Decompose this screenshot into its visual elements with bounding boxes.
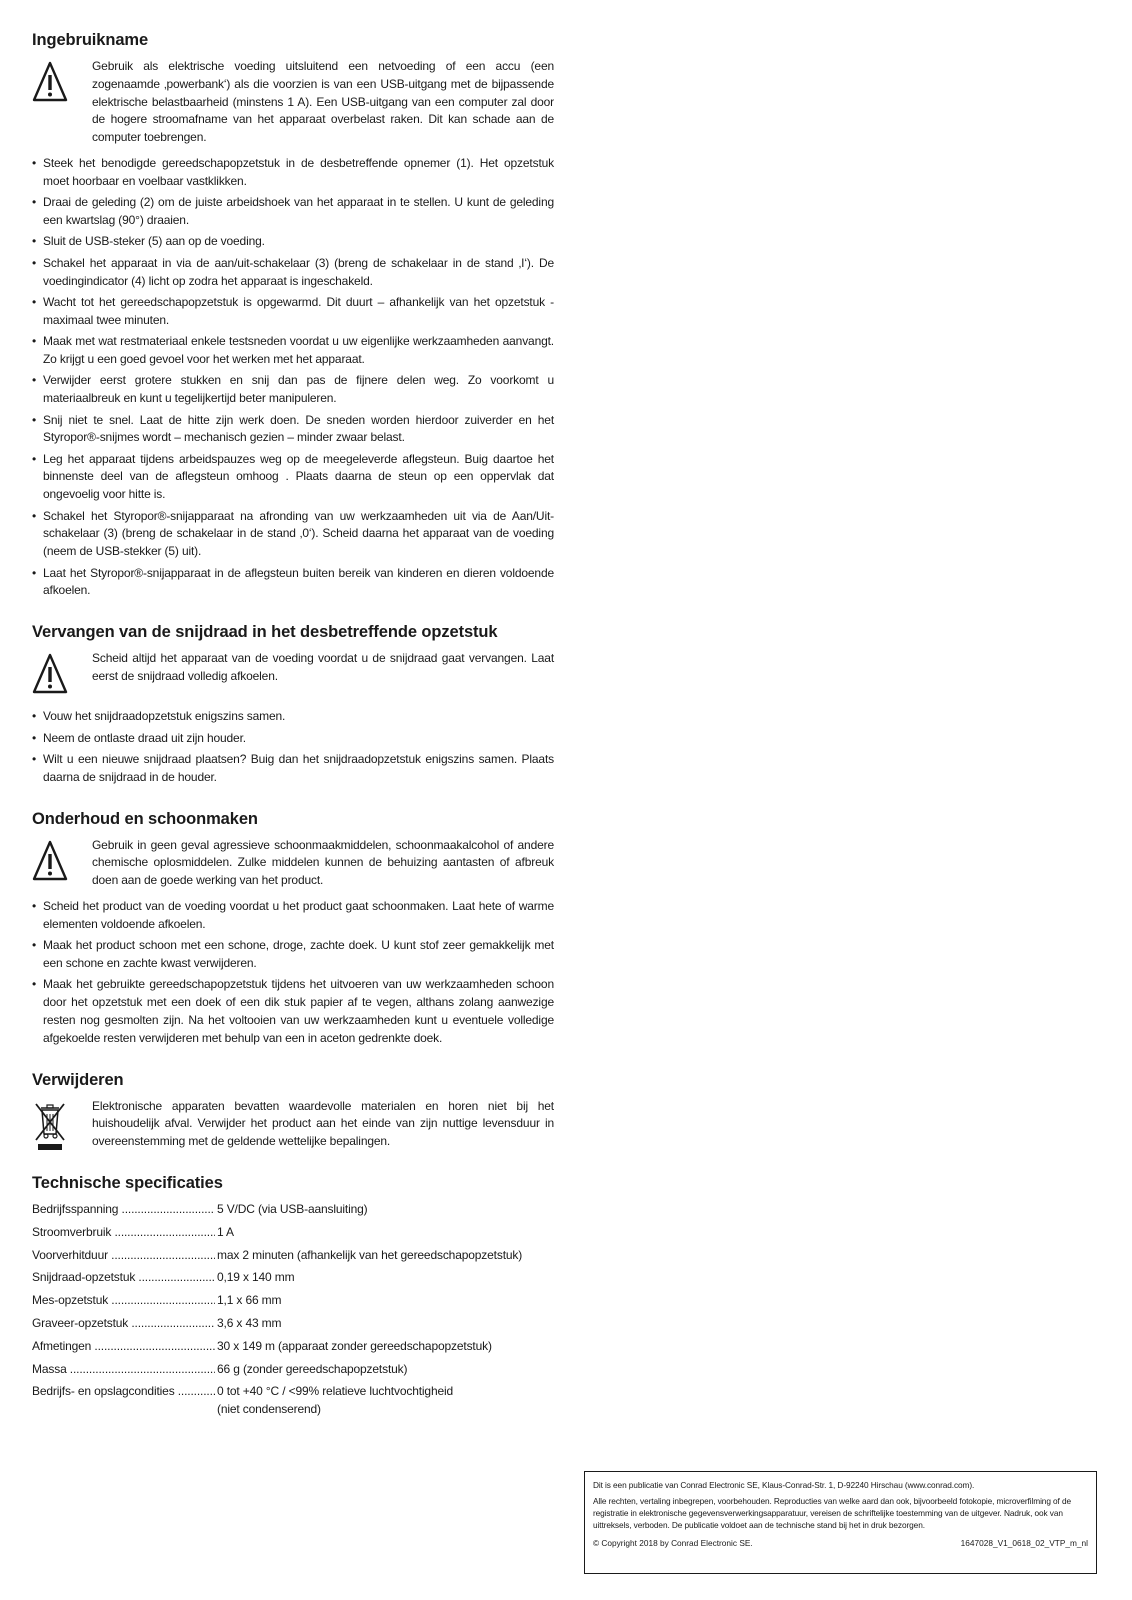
list-item: • Vouw het snijdraadopzetstuk enigszins samen. bbox=[32, 708, 554, 726]
list-item: • Leg het apparaat tijdens arbeidspauzes weg op de meegeleverde aflegsteun. Buig daartoe het binnenste deel van de aflegsteun omhoog . Plaats daarna de steun op een oppervlak dat ongevoelig voor hitte is. bbox=[32, 451, 554, 504]
spec-row bbox=[32, 1247, 554, 1265]
warning-text: Gebruik in geen geval agressieve schoonmaakmiddelen, schoonmaakalcohol of andere chemische oplosmiddelen. Zulke middelen kunnen de behuizing aantasten of afbreuk doen aan de goede werking van het product. bbox=[92, 837, 554, 888]
warning-notice bbox=[32, 58, 554, 147]
spec-label: Bedrijfs- en opslagcondities ..... bbox=[32, 1383, 215, 1419]
list-item: • Draai de geleding (2) om de juiste arbeidshoek van het apparaat in te stellen. U kunt de geleding een kwartslag (90°) draaien. bbox=[32, 194, 554, 230]
list-item: • Neem de ontlaste draad uit zijn houder. bbox=[32, 730, 554, 748]
imprint-bottom-row bbox=[593, 1537, 1088, 1549]
section-heading: Verwijderen bbox=[32, 1070, 124, 1089]
warning-notice bbox=[32, 837, 554, 890]
spec-value-line: 0,19 x 140 mm bbox=[217, 1270, 295, 1285]
spec-value-line: (niet condenserend) bbox=[217, 1402, 321, 1417]
list-item: • Schakel het apparaat in via de aan/uit-schakelaar (3) (breng de schakelaar in de stand ‚I‘). De voedingindicator (4) licht op zodra het apparaat is ingeschakeld. bbox=[32, 255, 554, 291]
spec-value bbox=[215, 1361, 554, 1379]
list-item: • Wacht tot het gereedschapopzetstuk is opgewarmd. Dit duurt – afhankelijk van het opzetstuk - maximaal twee minuten. bbox=[32, 294, 554, 330]
spec-table bbox=[32, 1201, 554, 1419]
spec-value bbox=[215, 1269, 554, 1287]
bullet-list bbox=[32, 708, 554, 786]
spec-label: Voorverhitduur ..... bbox=[32, 1247, 215, 1265]
warning-text: Gebruik als elektrische voeding uitsluitend een netvoeding of een accu (een zogenaamde ‚powerbank‘) als die voorzien is van een USB-uitgang met de bijpassende elektrische belastbaarheid (minstens 1 A). Een USB-uitgang van een computer zal door de hogere stroomafname van het apparaat overbelast raken. Dit kan schade aan de computer toebrengen. bbox=[92, 59, 554, 145]
list-item: • Scheid het product van de voeding voordat u het product gaat schoonmaken. Laat hete of warme elementen voldoende afkoelen. bbox=[32, 898, 554, 934]
spec-label: Stroomverbruik ..... bbox=[32, 1224, 215, 1242]
publisher-text: Dit is een publicatie van Conrad Electronic SE, Klaus-Conrad-Str. 1, D-92240 Hirschau (www.conrad.com). bbox=[593, 1480, 975, 1490]
disposal-notice bbox=[32, 1098, 554, 1151]
imprint-box bbox=[584, 1471, 1097, 1574]
spec-value-line: 1,1 x 66 mm bbox=[217, 1293, 282, 1308]
spec-value bbox=[215, 1201, 554, 1219]
section-heading: Ingebruikname bbox=[32, 31, 149, 49]
spec-value bbox=[215, 1315, 554, 1333]
warning-triangle-icon bbox=[32, 652, 66, 700]
document-id: 1647028_V1_0618_02_VTP_m_nl bbox=[960, 1538, 1088, 1548]
spec-row bbox=[32, 1269, 554, 1287]
list-item: • Maak het gebruikte gereedschapopzetstuk tijdens het uitvoeren van uw werkzaamheden schoon door het opzetstuk met een doek of een dik stuk papier af te vegen, althans zolang aanwezige resten nog gesmolten zijn. Na het voltooien van uw werkzaamheden kunt u eventuele volledige afgekoelde resten verwijderen met behulp van een in aceton gedrenkte doek. bbox=[32, 976, 554, 1047]
section-heading: Technische specificaties bbox=[32, 1173, 223, 1192]
spec-row bbox=[32, 1201, 554, 1219]
section-ingebruikname bbox=[32, 30, 554, 600]
warning-text: Scheid altijd het apparaat van de voeding voordat u de snijdraad gaat vervangen. Laat eerst de snijdraad volledig afkoelen. bbox=[92, 651, 554, 684]
spec-value-line: max 2 minuten (afhankelijk van het gereedschapopzetstuk) bbox=[217, 1247, 523, 1262]
crossed-out-bin-icon bbox=[32, 1100, 66, 1148]
spec-label: Graveer-opzetstuk ..... bbox=[32, 1315, 215, 1333]
list-item: • Laat het Styropor®-snijapparaat in de aflegsteun buiten bereik van kinderen en dieren voldoende afkoelen. bbox=[32, 565, 554, 601]
list-item: • Wilt u een nieuwe snijdraad plaatsen? Buig dan het snijdraadopzetstuk enigszins samen. Plaats daarna de snijdraad in de houder. bbox=[32, 751, 554, 787]
spec-value bbox=[215, 1292, 554, 1310]
warning-triangle-icon bbox=[32, 839, 66, 887]
spec-value-line: 1 A bbox=[217, 1224, 234, 1239]
bullet-list bbox=[32, 155, 554, 600]
warning-triangle-icon bbox=[32, 60, 66, 108]
section-heading: Vervangen van de snijdraad in het desbetreffende opzetstuk bbox=[32, 623, 498, 642]
spec-value bbox=[215, 1224, 554, 1242]
warning-notice bbox=[32, 650, 554, 700]
list-item: • Steek het benodigde gereedschapopzetstuk in de desbetreffende opnemer (1). Het opzetstuk moet hoorbaar en voelbaar vastklikken. bbox=[32, 155, 554, 191]
bullet-list bbox=[32, 898, 554, 1048]
section-heading: Onderhoud en schoonmaken bbox=[32, 809, 258, 828]
copyright-text: © Copyright 2018 by Conrad Electronic SE. bbox=[593, 1538, 753, 1548]
spec-row bbox=[32, 1361, 554, 1379]
spec-row bbox=[32, 1292, 554, 1310]
spec-label: Afmetingen ..... bbox=[32, 1338, 215, 1356]
spec-row bbox=[32, 1383, 554, 1419]
spec-value-line: 3,6 x 43 mm bbox=[217, 1315, 282, 1330]
section-specs bbox=[32, 1173, 554, 1419]
list-item: • Sluit de USB-steker (5) aan op de voeding. bbox=[32, 233, 554, 251]
section-verwijderen bbox=[32, 1070, 554, 1151]
spec-label: Massa ..... bbox=[32, 1361, 215, 1379]
section-onderhoud bbox=[32, 809, 554, 1048]
disposal-text: Elektronische apparaten bevatten waardevolle materialen en horen niet bij het huishoudelijk afval. Verwijder het product aan het einde van zijn nuttige levensduur in overeenstemming met de geldende wettelijke bepalingen. bbox=[92, 1098, 554, 1149]
list-item: • Maak met wat restmateriaal enkele testsneden voordat u uw eigenlijke werkzaamheden aanvangt. Zo krijgt u een goed gevoel voor het werken met het apparaat. bbox=[32, 333, 554, 369]
spec-value-line: 0 tot +40 °C / <99% relatieve luchtvochtigheid bbox=[217, 1384, 454, 1399]
spec-value-line: 5 V/DC (via USB-aansluiting) bbox=[217, 1201, 368, 1216]
spec-value bbox=[215, 1338, 554, 1356]
list-item: • Schakel het Styropor®-snijapparaat na afronding van uw werkzaamheden uit via de Aan/Uit-schakelaar (3) (breng de schakelaar in de stand ‚0‘). Scheid daarna het apparaat van de voeding (neem de USB-stekker (5) uit). bbox=[32, 508, 554, 561]
list-item: • Verwijder eerst grotere stukken en snij dan pas de fijnere delen weg. Zo voorkomt u materiaalbreuk en kunt u tegelijkertijd beter manipuleren. bbox=[32, 372, 554, 408]
spec-value bbox=[215, 1383, 554, 1419]
spec-label: Bedrijfsspanning ..... bbox=[32, 1201, 215, 1219]
spec-row bbox=[32, 1338, 554, 1356]
spec-label: Mes-opzetstuk ..... bbox=[32, 1292, 215, 1310]
rights-text: Alle rechten, vertaling inbegrepen, voorbehouden. Reproducties van welke aard dan ook, bijvoorbeeld fotokopie, microverfilming of de registratie in elektronische gegevensverwerkingsapparatuur, vereisen de schriftelijke toestemming van de uitgever. Nadruk, ook van uittreksels, verboden. De publicatie voldoet aan de technische stand bij het in druk bezorgen. bbox=[593, 1496, 1071, 1530]
section-vervangen bbox=[32, 622, 554, 786]
spec-value-line: 30 x 149 m (apparaat zonder gereedschapopzetstuk) bbox=[217, 1338, 492, 1353]
list-item: • Maak het product schoon met een schone, droge, zachte doek. U kunt stof zeer gemakkelijk met een schone en zachte kwast verwijderen. bbox=[32, 937, 554, 973]
spec-value-line: 66 g (zonder gereedschapopzetstuk) bbox=[217, 1361, 408, 1376]
spec-row bbox=[32, 1224, 554, 1242]
spec-value bbox=[215, 1247, 554, 1265]
list-item: • Snij niet te snel. Laat de hitte zijn werk doen. De sneden worden hierdoor zuiverder en het Styropor®-snijmes wordt – mechanisch gezien – minder zwaar belast. bbox=[32, 412, 554, 448]
spec-label: Snijdraad-opzetstuk ..... bbox=[32, 1269, 215, 1287]
document-body bbox=[32, 30, 554, 1441]
spec-row bbox=[32, 1315, 554, 1333]
